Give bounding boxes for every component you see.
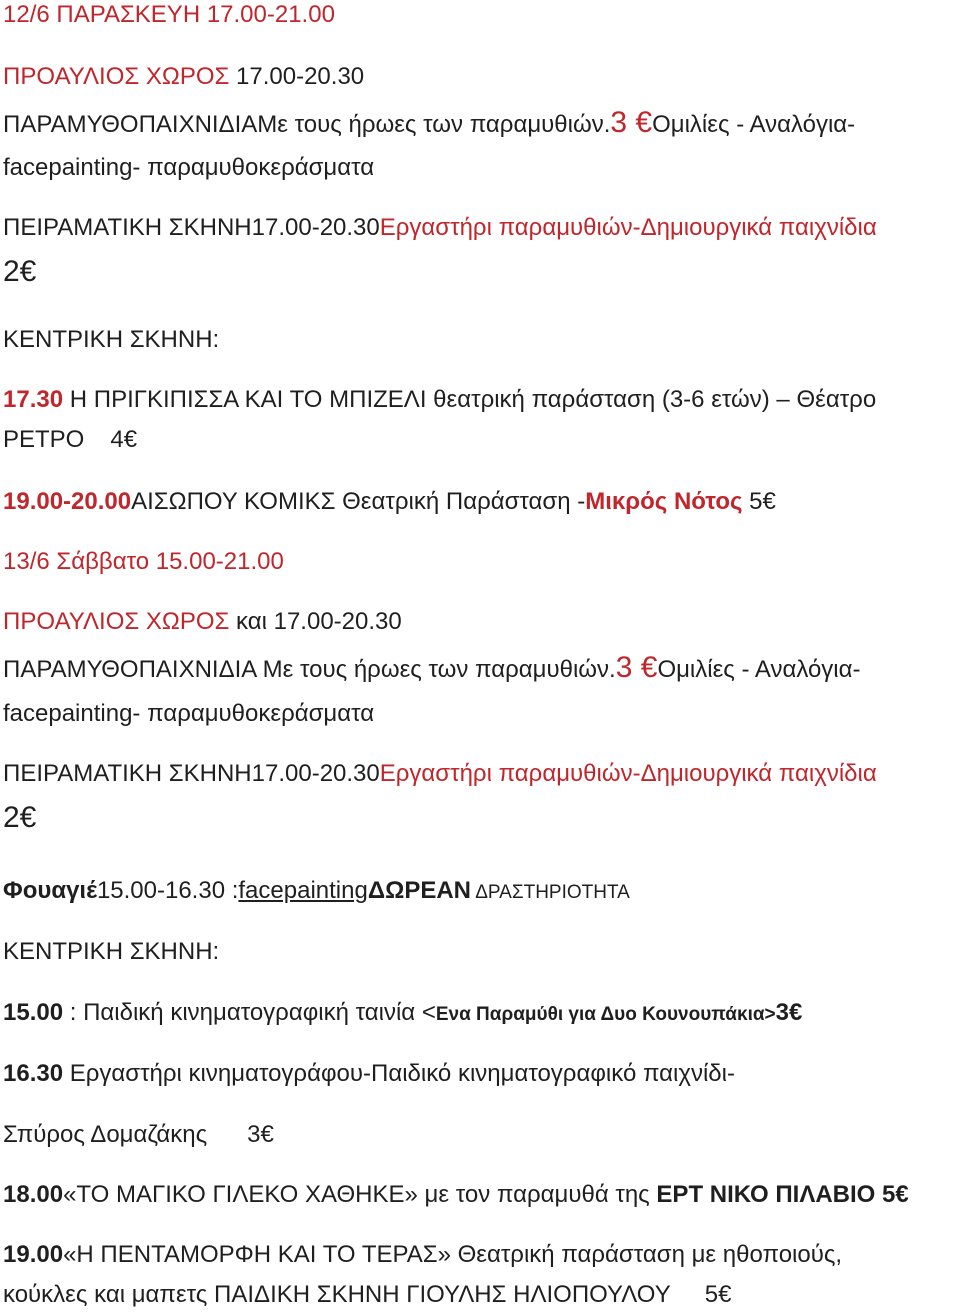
activity-text: Εργαστήρι παραμυθιών-Δημιουργικά παιχνίδια <box>379 760 877 787</box>
day2-workshop <box>3 1059 735 1089</box>
price-label: 5€ <box>742 488 776 515</box>
price-label: 3 € <box>610 106 653 139</box>
activity-text: ΠΑΡΑΜΥΘΟΠΑΙΧΝΙΔΙΑΜε τους ήρωες των παραμυθιών. <box>3 111 611 138</box>
film-title: Ενα Παραμύθι για Δυο Κουνουπάκια> <box>435 1004 776 1025</box>
day2-workshop-cont <box>3 1120 274 1150</box>
time-label: 17.30 <box>3 386 64 413</box>
free-label: ΔΩΡΕΑΝ <box>367 877 471 904</box>
place-label: ΠΡΟΑΥΛΙΟΣ ΧΩΡΟΣ <box>3 608 230 635</box>
show-text: ΑΙΣΩΠΟΥ ΚΟΜΙΚΣ Θεατρική Παράσταση - <box>131 488 586 515</box>
day2-paramytho-line2: facepainting- παραμυθοκεράσματα <box>3 700 375 727</box>
day2-peiramatiki-price: 2€ <box>3 801 37 834</box>
day1-kentriki-heading: ΚΕΝΤΡΙΚΗ ΣΚΗΝΗ: <box>3 326 220 353</box>
time-label: 17.00-20.30 <box>251 214 380 241</box>
activity-text: Εργαστήρι παραμυθιών-Δημιουργικά παιχνίδια <box>379 214 877 241</box>
time-label: 19.00-20.00 <box>3 488 132 515</box>
time-label: 17.00-20.30 <box>229 63 365 90</box>
day2-film <box>3 998 802 1030</box>
time-label: 17.00-20.30 <box>251 760 380 787</box>
time-label: 15.00 <box>3 999 64 1026</box>
company-text: κούκλες και μαπετς ΠΑΙΔΙΚΗ ΣΚΗΝΗ ΓΙΟΥΛΗΣ ΗΛΙΟΠΟΥΛΟΥ <box>3 1281 671 1308</box>
price-label: 3€ <box>775 999 803 1026</box>
day1-peiramatiki <box>3 213 877 243</box>
day2-header: 13/6 Σάββατο 15.00-21.00 <box>3 548 284 575</box>
day2-foyer <box>3 876 630 908</box>
place-label: ΠΡΟΑΥΛΙΟΣ ΧΩΡΟΣ <box>3 63 230 90</box>
show-text: «ΤΟ ΜΑΓΙΚΟ ΓΙΛΕΚΟ ΧΑΘΗΚΕ» με τον παραμυθά της <box>63 1181 657 1208</box>
performer-bold: ΕΡΤ ΝΙΚΟ ΠΙΛΑΒΙΟ 5€ <box>656 1181 909 1208</box>
time-label: και 17.00-20.30 <box>229 608 402 635</box>
venue-bold: Μικρός Νότος <box>585 488 743 515</box>
price-label: 5€ <box>704 1281 732 1308</box>
day1-show2 <box>3 487 776 517</box>
time-label: 15.00-16.30 : <box>96 877 239 904</box>
place-label: ΠΕΙΡΑΜΑΤΙΚΗ ΣΚΗΝΗ <box>3 760 252 787</box>
day2-kentriki-heading: ΚΕΝΤΡΙΚΗ ΣΚΗΝΗ: <box>3 938 220 965</box>
time-label: 18.00 <box>3 1181 64 1208</box>
time-label: 19.00 <box>3 1241 64 1268</box>
venue-text: ΡΕΤΡΟ <box>3 426 85 453</box>
activity-rest: Ομιλίες - Αναλόγια- <box>657 656 861 683</box>
price-label: 3 € <box>615 651 658 684</box>
day1-paramytho-line2: facepainting- παραμυθοκεράσματα <box>3 154 375 181</box>
time-label: 16.30 <box>3 1060 64 1087</box>
day2-pentamorfi <box>3 1240 842 1270</box>
facepainting-label: facepainting <box>238 877 368 904</box>
activity-text: ΠΑΡΑΜΥΘΟΠΑΙΧΝΙΔΙΑ Με τους ήρωες των παραμυθιών. <box>3 656 616 683</box>
show-text: Η ΠΡΙΓΚΙΠΙΣΣΑ ΚΑΙ ΤΟ ΜΠΙΖΕΛΙ θεατρική παράσταση (3-6 ετών) – Θέατρο <box>63 386 877 413</box>
price-label: 4€ <box>110 426 138 453</box>
day1-peiramatiki-price: 2€ <box>3 255 37 288</box>
place-label: Φουαγιέ <box>3 877 97 904</box>
day1-header: 12/6 ΠΑΡΑΣΚΕΥΗ 17.00-21.00 <box>3 1 335 28</box>
show-text: «Η ΠΕΝΤΑΜΟΡΦΗ ΚΑΙ ΤΟ ΤΕΡΑΣ» Θεατρική παράσταση με ηθοποιούς, <box>63 1241 843 1268</box>
day2-pentamorfi-cont <box>3 1280 731 1310</box>
activity-rest: Ομιλίες - Αναλόγια- <box>652 111 856 138</box>
day2-proaulio <box>3 607 402 637</box>
day2-peiramatiki <box>3 759 877 789</box>
day1-paramytho-line1 <box>3 108 855 140</box>
day1-show1 <box>3 385 876 415</box>
workshop-text: Εργαστήρι κινηματογράφου-Παιδικό κινηματογραφικό παιχνίδι- <box>63 1060 735 1087</box>
place-label: ΠΕΙΡΑΜΑΤΙΚΗ ΣΚΗΝΗ <box>3 214 252 241</box>
day2-gileko <box>3 1180 909 1210</box>
day1-proaulio <box>3 62 364 92</box>
instructor-name: Σπύρος Δομαζάκης <box>3 1121 208 1148</box>
film-text: : Παιδική κινηματογραφική ταινία < <box>63 999 436 1026</box>
day2-paramytho-line1 <box>3 653 861 685</box>
day1-show1-cont <box>3 425 137 455</box>
activity-label: ΔΡΑΣΤΗΡΙΟΤΗΤΑ <box>471 882 630 903</box>
price-label: 3€ <box>247 1121 274 1148</box>
